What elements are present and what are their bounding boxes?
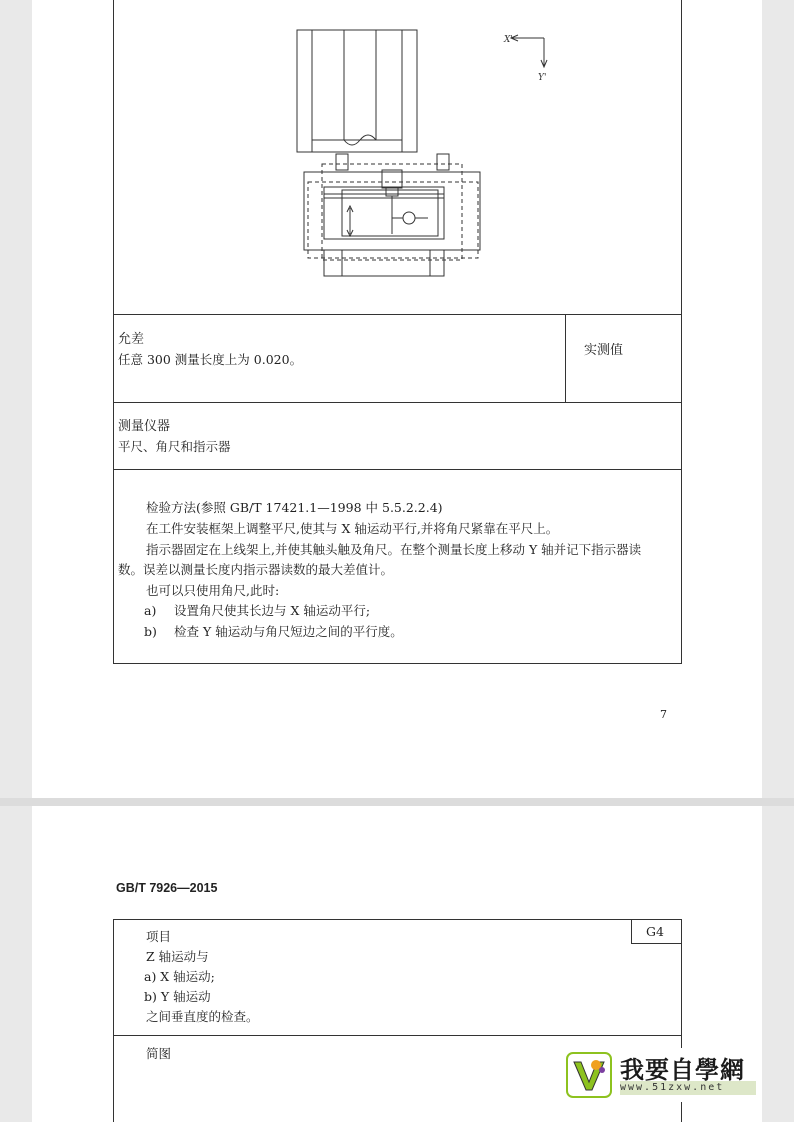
tolerance-heading: 允差 bbox=[118, 332, 145, 347]
table-left-border bbox=[113, 0, 114, 663]
method-title: 检验方法(参照 GB/T 17421.1—1998 中 5.5.2.2.4) bbox=[146, 500, 443, 515]
tolerance-text: 任意 300 测量长度上为 0.020。 bbox=[118, 352, 303, 367]
watermark-url: www.51zxw.net bbox=[620, 1082, 725, 1093]
axis-x-label: X' bbox=[504, 35, 513, 45]
page-number: 7 bbox=[660, 708, 667, 721]
list-item: 检查 Y 轴运动与角尺短边之间的平行度。 bbox=[174, 624, 403, 639]
row-divider bbox=[113, 402, 682, 403]
measured-value-label: 实测值 bbox=[584, 343, 624, 358]
logo-v-icon bbox=[566, 1052, 612, 1098]
list-item: 设置角尺使其长边与 X 轴运动平行; bbox=[174, 603, 371, 618]
standard-number: GB/T 7926—2015 bbox=[116, 881, 218, 895]
row-divider bbox=[113, 314, 682, 315]
watermark-logo bbox=[560, 1048, 760, 1102]
item-text: Z 轴运动与 bbox=[146, 949, 209, 964]
item-list-b: b) Y 轴运动 bbox=[144, 989, 211, 1004]
list-marker: a) bbox=[144, 603, 157, 618]
method-paragraph: 也可以只使用角尺,此时: bbox=[146, 583, 280, 598]
row-divider bbox=[113, 469, 682, 470]
document-page-1 bbox=[32, 0, 762, 798]
instruments-text: 平尺、角尺和指示器 bbox=[118, 439, 231, 454]
page-separator bbox=[0, 798, 794, 806]
method-paragraph: 指示器固定在上线架上,并使其触头触及角尺。在整个测量长度上移动 Y 轴并记下指示器读 bbox=[146, 542, 642, 557]
list-marker: b) bbox=[144, 624, 157, 639]
row-divider bbox=[113, 1035, 682, 1036]
item-heading: 项目 bbox=[146, 929, 172, 944]
diagram-measurement-setup bbox=[264, 22, 547, 284]
instruments-heading: 测量仪器 bbox=[118, 419, 171, 434]
item-list-a: a) X 轴运动; bbox=[144, 969, 215, 984]
table-top-border bbox=[113, 919, 682, 920]
diagram-heading: 简图 bbox=[146, 1046, 172, 1061]
table-right-border bbox=[681, 0, 682, 663]
item-code: G4 bbox=[646, 924, 664, 939]
table-left-border bbox=[113, 919, 114, 1122]
method-paragraph: 在工件安装框架上调整平尺,使其与 X 轴运动平行,并将角尺紧靠在平尺上。 bbox=[146, 521, 559, 536]
item-text: 之间垂直度的检查。 bbox=[146, 1009, 259, 1024]
watermark-title: 我要自學網 bbox=[620, 1056, 745, 1084]
table-bottom-border bbox=[113, 663, 682, 664]
column-divider bbox=[565, 314, 566, 402]
method-paragraph: 数。误差以测量长度内指示器读数的最大差值计。 bbox=[118, 562, 394, 577]
axis-y-label: Y' bbox=[538, 73, 547, 83]
